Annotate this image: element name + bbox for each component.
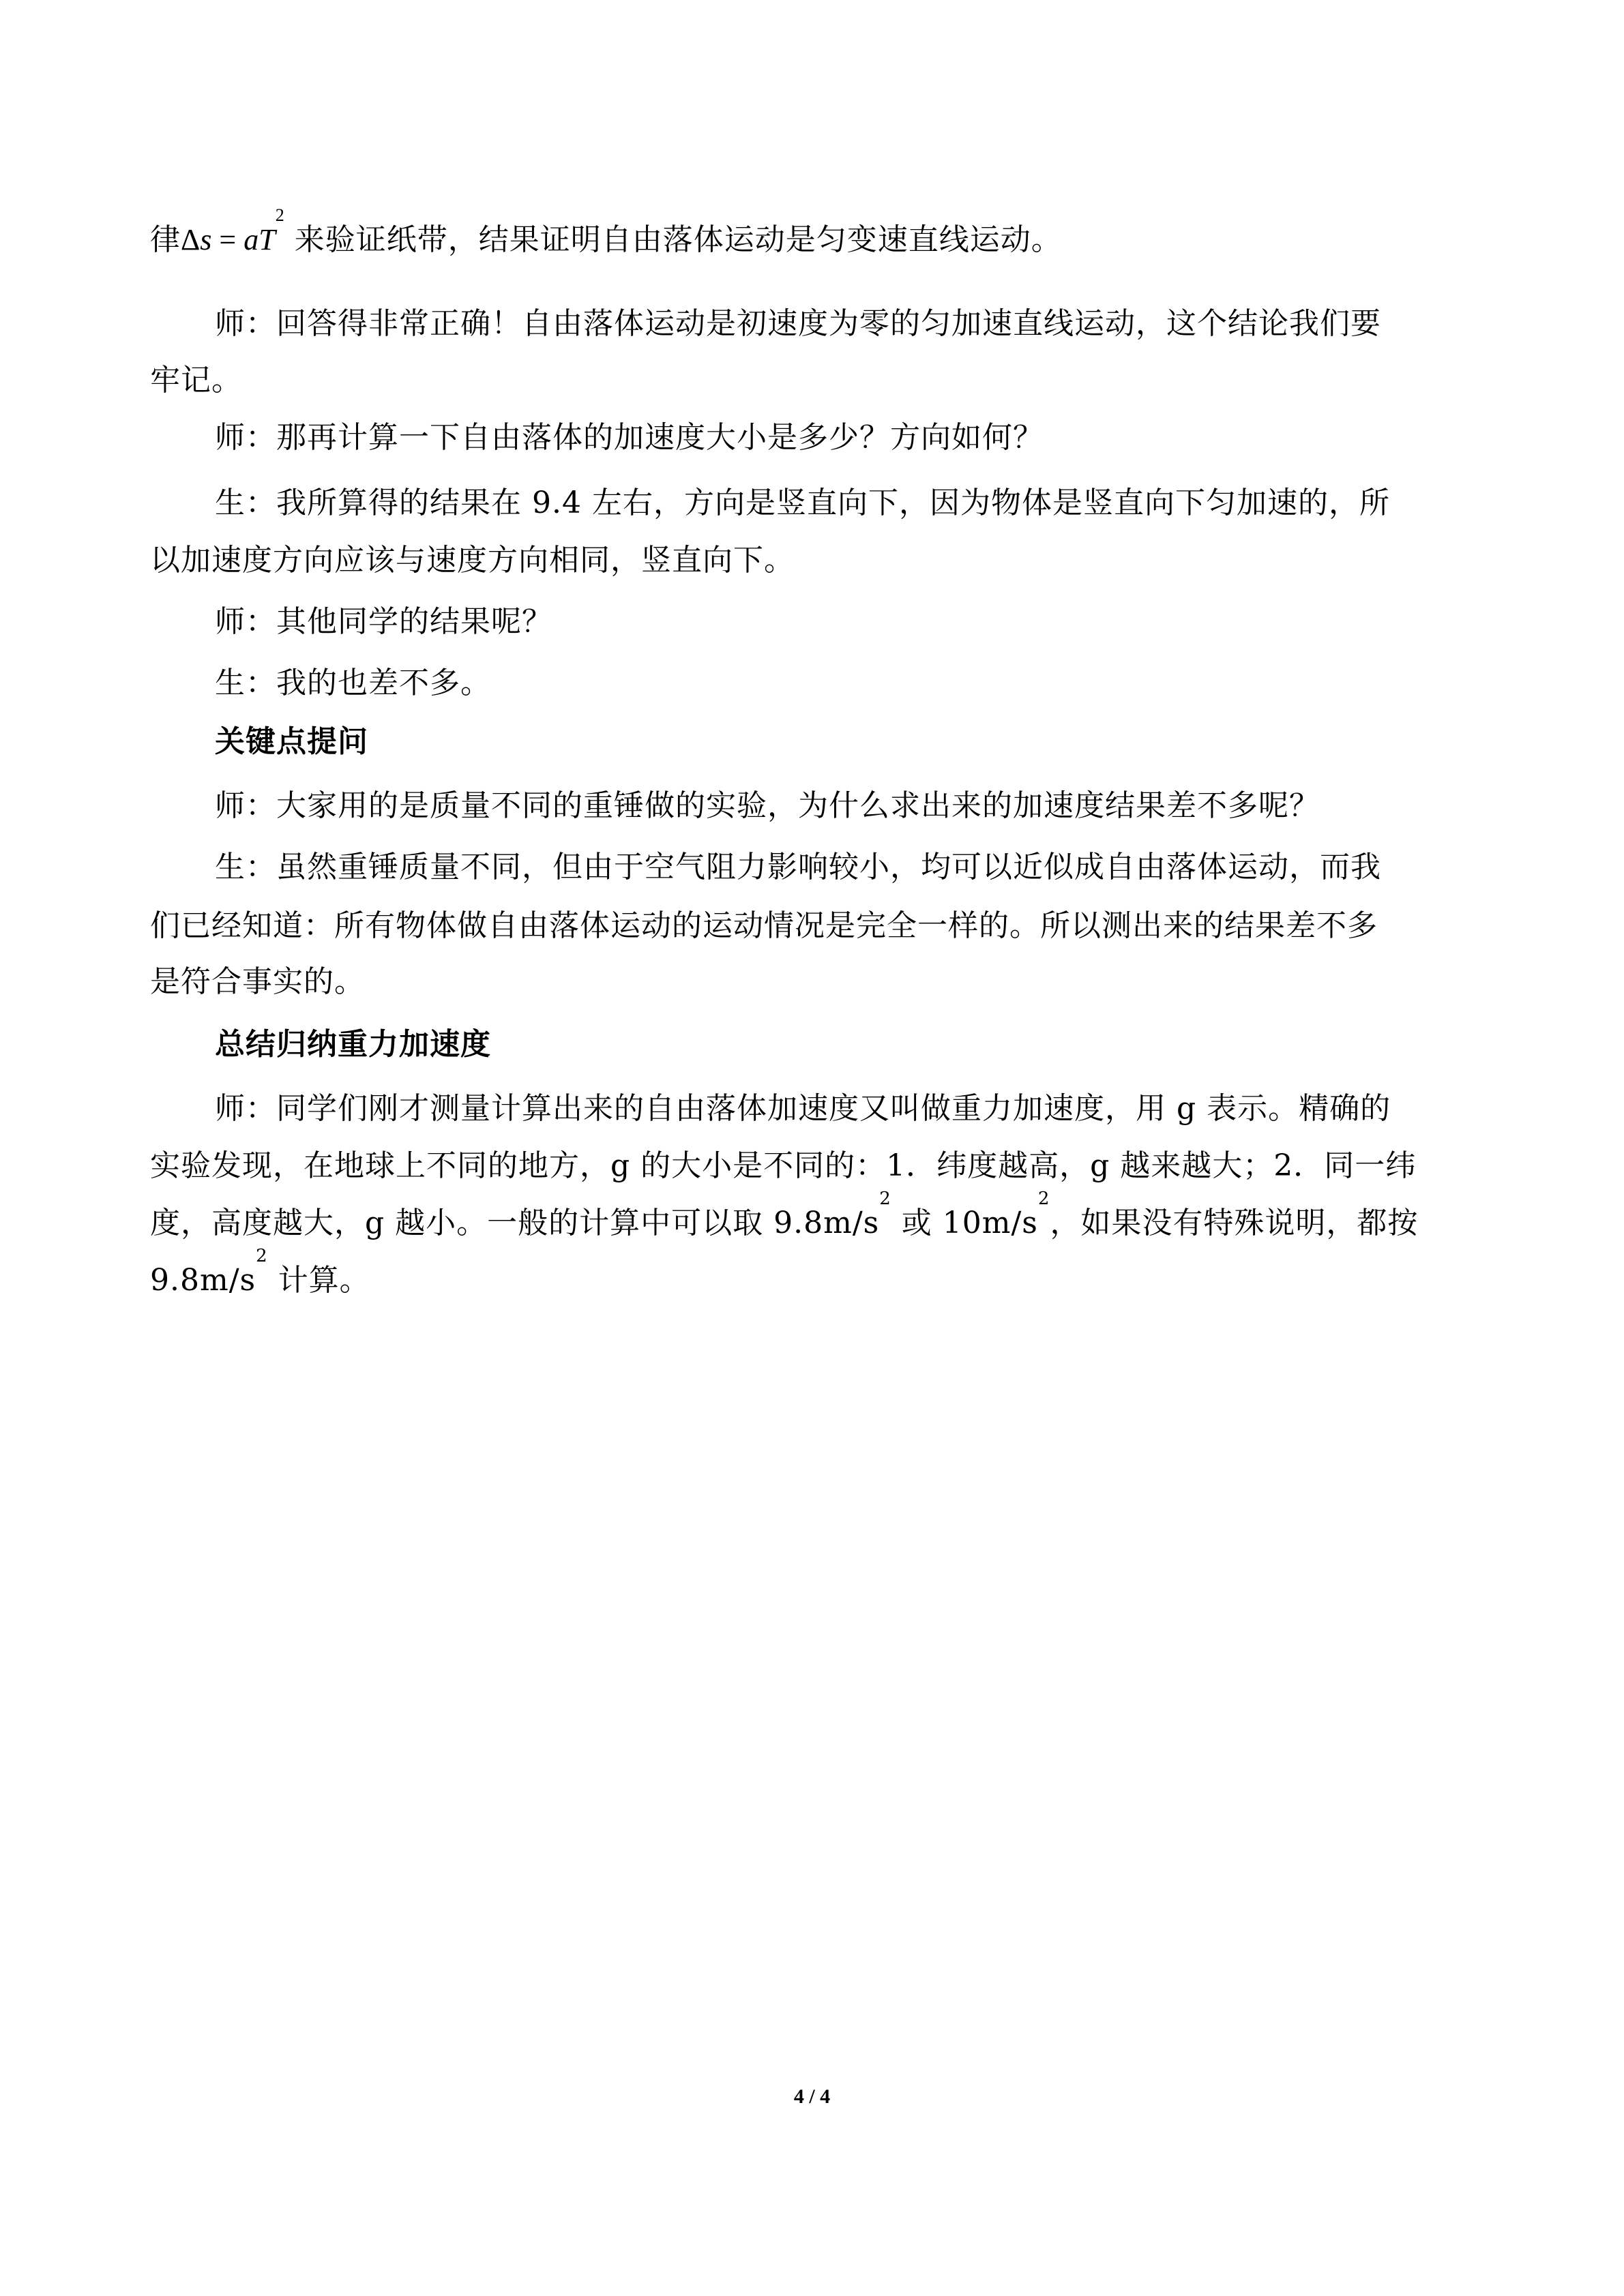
formula-line	[150, 205, 1062, 260]
paragraph-teacher-1-line-2: 牢记。	[150, 363, 242, 398]
superscript-2: 2	[256, 1246, 268, 1266]
paragraph-teacher-5-line-2: 实验发现，在地球上不同的地方，g 的大小是不同的：1．纬度越高，g 越来越大；2．同一纬	[150, 1148, 1417, 1183]
paragraph-student-1-line-1: 生：我所算得的结果在 9.4 左右，方向是竖直向下，因为物体是竖直向下匀加速的，所	[215, 486, 1390, 520]
var-s: s	[200, 223, 212, 256]
section-heading-summary: 总结归纳重力加速度	[215, 1027, 491, 1062]
paragraph-student-3-line-2: 们已经知道：所有物体做自由落体运动的运动情况是完全一样的。所以测出来的结果差不多	[150, 908, 1378, 943]
line4-part2: 计算。	[267, 1263, 370, 1298]
var-a: a	[243, 223, 259, 256]
paragraph-teacher-5-line-3	[150, 1189, 1419, 1244]
line3-part1: 度，高度越大，g 越小。一般的计算中可以取 9.8m/s	[150, 1206, 880, 1240]
paragraph-teacher-5-line-4	[150, 1246, 370, 1301]
paragraph-student-3-line-1: 生：虽然重锤质量不同，但由于空气阻力影响较小，均可以近似成自由落体运动，而我	[215, 850, 1381, 884]
superscript-2: 2	[879, 1189, 891, 1209]
var-T: T	[259, 223, 276, 256]
section-heading-key-question: 关键点提问	[215, 724, 368, 759]
line3-part2: 或 10m/s	[891, 1206, 1038, 1240]
paragraph-teacher-3: 师：其他同学的结果呢？	[215, 604, 552, 639]
paragraph-teacher-1-line-1: 师：回答得非常正确！自由落体运动是初速度为零的匀加速直线运动，这个结论我们要	[215, 306, 1381, 341]
line3-part3: ，如果没有特殊说明，都按	[1050, 1206, 1419, 1240]
page-number: 4 / 4	[793, 2085, 831, 2108]
paragraph-teacher-5-line-1: 师：同学们刚才测量计算出来的自由落体加速度又叫做重力加速度，用 g 表示。精确的	[215, 1091, 1391, 1126]
equals-sign: =	[211, 223, 244, 256]
formula-prefix: 律	[150, 222, 181, 257]
paragraph-student-2: 生：我的也差不多。	[215, 666, 491, 700]
superscript-2: 2	[1037, 1189, 1050, 1209]
line4-part1: 9.8m/s	[150, 1263, 256, 1298]
paragraph-teacher-4: 师：大家用的是质量不同的重锤做的实验，为什么求出来的加速度结果差不多呢？	[215, 788, 1320, 823]
formula-suffix: 来验证纸带，结果证明自由落体运动是匀变速直线运动。	[284, 222, 1062, 257]
exponent-2: 2	[275, 205, 284, 225]
delta-symbol: Δ	[181, 223, 201, 256]
paragraph-student-1-line-2: 以加速度方向应该与速度方向相同，竖直向下。	[150, 543, 795, 578]
paragraph-teacher-2: 师：那再计算一下自由落体的加速度大小是多少？方向如何？	[215, 420, 1044, 455]
paragraph-student-3-line-3: 是符合事实的。	[150, 964, 365, 999]
